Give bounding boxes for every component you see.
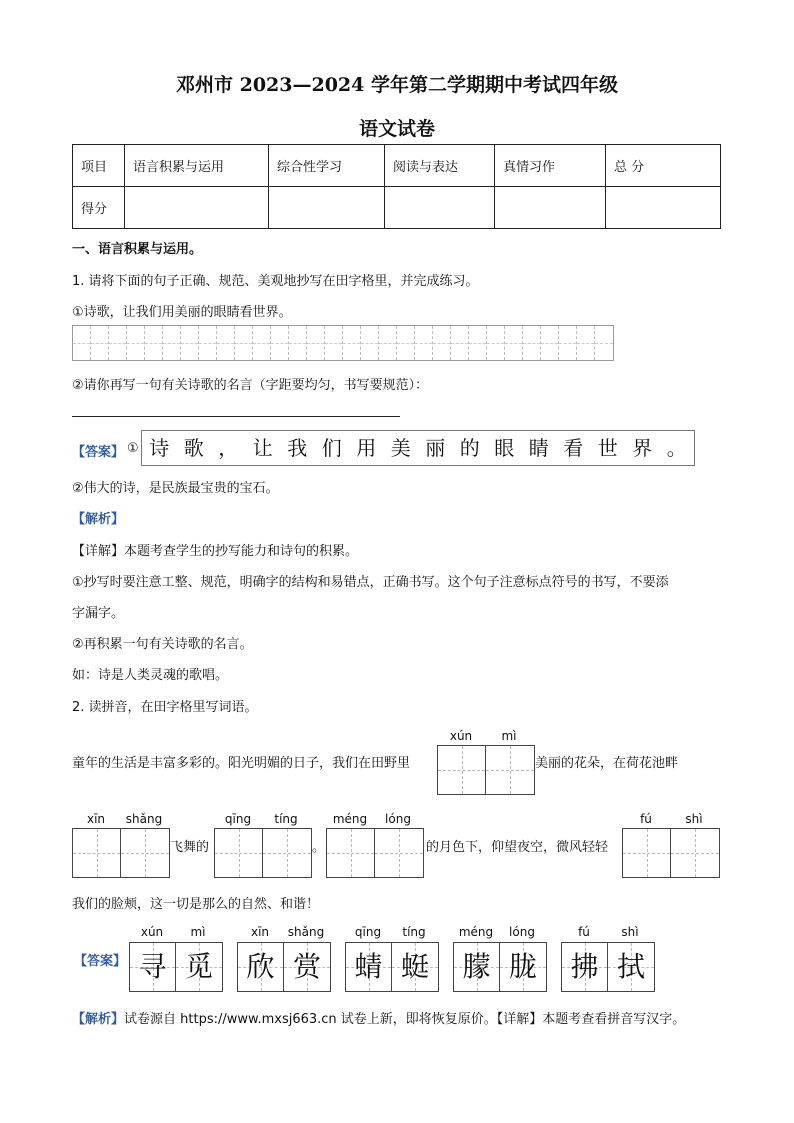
answer-word-char: 蜻 [354, 950, 383, 983]
copy-grid-cell[interactable] [109, 326, 127, 360]
table-cell: 阅读与表达 [385, 145, 495, 187]
tianzi-cell[interactable] [375, 829, 423, 877]
answer-word-char: 觅 [184, 950, 213, 983]
pinyin-label: qīng [224, 812, 252, 826]
copy-grid-cell[interactable] [397, 326, 415, 360]
copy-grid-cell[interactable] [91, 326, 109, 360]
answer-char: 看 [563, 436, 584, 460]
score-input-cell[interactable] [125, 187, 269, 229]
table-cell: 项目 [73, 145, 125, 187]
tianzi-box-xunmi[interactable] [437, 745, 535, 795]
answer-tianzi-cell [284, 943, 330, 991]
section-heading: 一、语言积累与运用。 [72, 242, 203, 257]
tianzi-box-qingting[interactable] [214, 828, 312, 878]
pinyin-label: xīn [86, 812, 106, 826]
answer-word-char: 蜓 [400, 950, 429, 983]
tianzi-cell[interactable] [438, 746, 486, 794]
answer-word-char: 胧 [508, 950, 537, 983]
copy-grid[interactable] [72, 325, 614, 361]
pinyin-label: lóng [385, 812, 411, 826]
copy-grid-cell[interactable] [235, 326, 253, 360]
copy-grid-cell[interactable] [451, 326, 469, 360]
table-cell: 得分 [73, 187, 125, 229]
answer-char: 丽 [425, 436, 446, 460]
pinyin-label: lóng [509, 925, 535, 939]
tianzi-cell[interactable] [263, 829, 311, 877]
answer-char: 的 [459, 436, 480, 460]
pinyin-label: shì [685, 812, 703, 826]
example-text: 如：诗是人类灵魂的歌唱。 [72, 668, 229, 683]
detail-text-1b: 字漏字。 [72, 606, 125, 621]
answer-tianzi-cell [500, 943, 546, 991]
copy-grid-cell[interactable] [415, 326, 433, 360]
answer-prefix: ① [127, 441, 139, 456]
q1-sentence: ①诗歌，让我们用美丽的眼睛看世界。 [72, 305, 292, 320]
tianzi-cell[interactable] [486, 746, 534, 794]
q2-line2-mid: 飞舞的 [170, 840, 210, 855]
answer-char: 用 [356, 436, 377, 460]
pinyin-label: qīng [354, 925, 382, 939]
pinyin-label: fú [578, 925, 590, 939]
answer-char: ， [218, 436, 239, 460]
table-cell: 总 分 [606, 145, 721, 187]
detail-text: 【详解】本题考查学生的抄写能力和诗句的积累。 [72, 544, 359, 559]
tianzi-cell[interactable] [215, 829, 263, 877]
detail-text-1a: ①抄写时要注意工整、规范，明确字的结构和易错点，正确书写。这个句子注意标点符号的书写，不要添 [72, 575, 669, 590]
answer-char: 眼 [494, 436, 515, 460]
pinyin-label: mì [190, 925, 206, 939]
q2-line2-after: 的月色下，仰望夜空，微风轻轻 [426, 840, 609, 855]
answer-char: 让 [252, 436, 273, 460]
pinyin-label: shǎng [287, 925, 325, 939]
pinyin-label: tíng [274, 812, 298, 826]
copy-grid-cell[interactable] [271, 326, 289, 360]
score-table-score-row [73, 187, 721, 229]
copy-grid-cell[interactable] [307, 326, 325, 360]
answer-underline [72, 416, 400, 417]
pinyin-label: shǎng [125, 812, 163, 826]
pinyin-label: xún [449, 729, 473, 743]
copy-grid-cell[interactable] [325, 326, 343, 360]
answer-word-char: 朦 [462, 950, 491, 983]
pinyin-label: xīn [250, 925, 270, 939]
answer-char: 我 [287, 436, 308, 460]
copy-grid-cell[interactable] [505, 326, 523, 360]
q2-answer-label: 【答案】 [74, 954, 127, 969]
answer-char: 。 [666, 436, 687, 460]
answer-label: 【答案】 [72, 445, 125, 460]
copy-grid-cell[interactable] [361, 326, 379, 360]
tianzi-cell[interactable] [121, 829, 169, 877]
answer-char: 世 [597, 436, 618, 460]
copy-grid-cell[interactable] [577, 326, 595, 360]
copy-grid-cell[interactable] [199, 326, 217, 360]
copy-grid-cell[interactable] [253, 326, 271, 360]
q2-prompt: 2. 读拼音，在田字格里写词语。 [72, 700, 258, 715]
copy-grid-cell[interactable] [541, 326, 559, 360]
q2-line1: 童年的生活是丰富多彩的。阳光明媚的日子，我们在田野里 [72, 756, 411, 771]
answer-word-char: 寻 [138, 950, 167, 983]
score-input-cell[interactable] [385, 187, 495, 229]
copy-grid-cell[interactable] [523, 326, 541, 360]
q1-prompt: 1. 请将下面的句子正确、规范、美观地抄写在田字格里，并完成练习。 [72, 274, 479, 289]
answer-tianzi-cell [176, 943, 222, 991]
copy-grid-cell[interactable] [379, 326, 397, 360]
copy-grid-cell[interactable] [289, 326, 307, 360]
answer2: ②伟大的诗，是民族最宝贵的宝石。 [72, 481, 279, 496]
copy-grid-cell[interactable] [73, 326, 91, 360]
tianzi-box-menglong[interactable] [326, 828, 424, 878]
tianzi-cell[interactable] [671, 829, 719, 877]
answer-tianzi-cell [392, 943, 438, 991]
answer-char: 歌 [183, 436, 204, 460]
q2-analysis-text: 试卷源自 https://www.mxsj663.cn 试卷上新，即将恢复原价。【详解】本题考查看拼音写汉字。 [124, 1012, 686, 1027]
copy-grid-cell[interactable] [127, 326, 145, 360]
copy-grid-cell[interactable] [469, 326, 487, 360]
answer-tianzi-cell [608, 943, 654, 991]
score-input-cell[interactable] [495, 187, 606, 229]
copy-grid-cell[interactable] [595, 326, 613, 360]
q2-line3: 我们的脸颊，这一切是那么的自然、和谐！ [72, 897, 320, 912]
copy-grid-cell[interactable] [343, 326, 361, 360]
answer-word-box [237, 942, 331, 992]
pinyin-label: fú [640, 812, 652, 826]
answer-tianzi-cell [562, 943, 608, 991]
copy-grid-cell[interactable] [163, 326, 181, 360]
answer-char: 美 [390, 436, 411, 460]
q2-line1-after: 美丽的花朵，在荷花池畔 [535, 756, 679, 771]
tianzi-cell[interactable] [73, 829, 121, 877]
q1-sub2: ②请你再写一句有关诗歌的名言（字距要均匀，书写要规范）： [72, 378, 429, 393]
answer-char: 诗 [149, 436, 170, 460]
answer-word-box [129, 942, 223, 992]
copy-grid-cell[interactable] [433, 326, 451, 360]
exam-title: 邓州市 2023—2024 学年第二学期期中考试四年级 [176, 74, 618, 96]
answer-tianzi-cell [346, 943, 392, 991]
answer-word-box [561, 942, 655, 992]
pinyin-label: shì [621, 925, 639, 939]
answer-tianzi-cell [454, 943, 500, 991]
detail-text-2: ②再积累一句有关诗歌的名言。 [72, 637, 253, 652]
answer-tianzi-cell [130, 943, 176, 991]
answer-char: 睛 [528, 436, 549, 460]
answer-word-char: 赏 [292, 950, 321, 983]
q2-analysis-label: 【解析】 [72, 1012, 125, 1027]
table-cell: 真情习作 [495, 145, 606, 187]
table-cell: 语言积累与运用 [125, 145, 269, 187]
score-input-cell[interactable] [269, 187, 385, 229]
analysis-label: 【解析】 [72, 512, 125, 527]
tianzi-cell[interactable] [623, 829, 671, 877]
q2-line2-dot: 。 [312, 840, 326, 855]
score-table-header-row [73, 145, 721, 187]
pinyin-label: méng [458, 925, 494, 939]
tianzi-box-xinshang[interactable] [72, 828, 170, 878]
score-input-cell[interactable] [606, 187, 721, 229]
pinyin-label: tíng [402, 925, 426, 939]
answer-char: 界 [632, 436, 653, 460]
copy-grid-cell[interactable] [487, 326, 505, 360]
answer-sentence-grid [141, 430, 695, 466]
table-cell: 综合性学习 [269, 145, 385, 187]
tianzi-cell[interactable] [327, 829, 375, 877]
answer-word-box [453, 942, 547, 992]
answer-word-char: 拂 [570, 950, 599, 983]
exam-subtitle: 语文试卷 [358, 118, 435, 140]
answer-tianzi-cell [238, 943, 284, 991]
answer-word-box [345, 942, 439, 992]
pinyin-label: mì [501, 729, 517, 743]
score-table [72, 144, 721, 229]
copy-grid-cell[interactable] [181, 326, 199, 360]
answer-char: 们 [321, 436, 342, 460]
pinyin-label: méng [332, 812, 368, 826]
copy-grid-cell[interactable] [217, 326, 235, 360]
q2-analysis-row [72, 1008, 685, 1027]
copy-grid-cell[interactable] [559, 326, 577, 360]
tianzi-box-fushi[interactable] [622, 828, 720, 878]
pinyin-label: xún [140, 925, 164, 939]
answer-word-char: 欣 [246, 950, 275, 983]
answer-word-char: 拭 [616, 950, 645, 983]
copy-grid-cell[interactable] [145, 326, 163, 360]
